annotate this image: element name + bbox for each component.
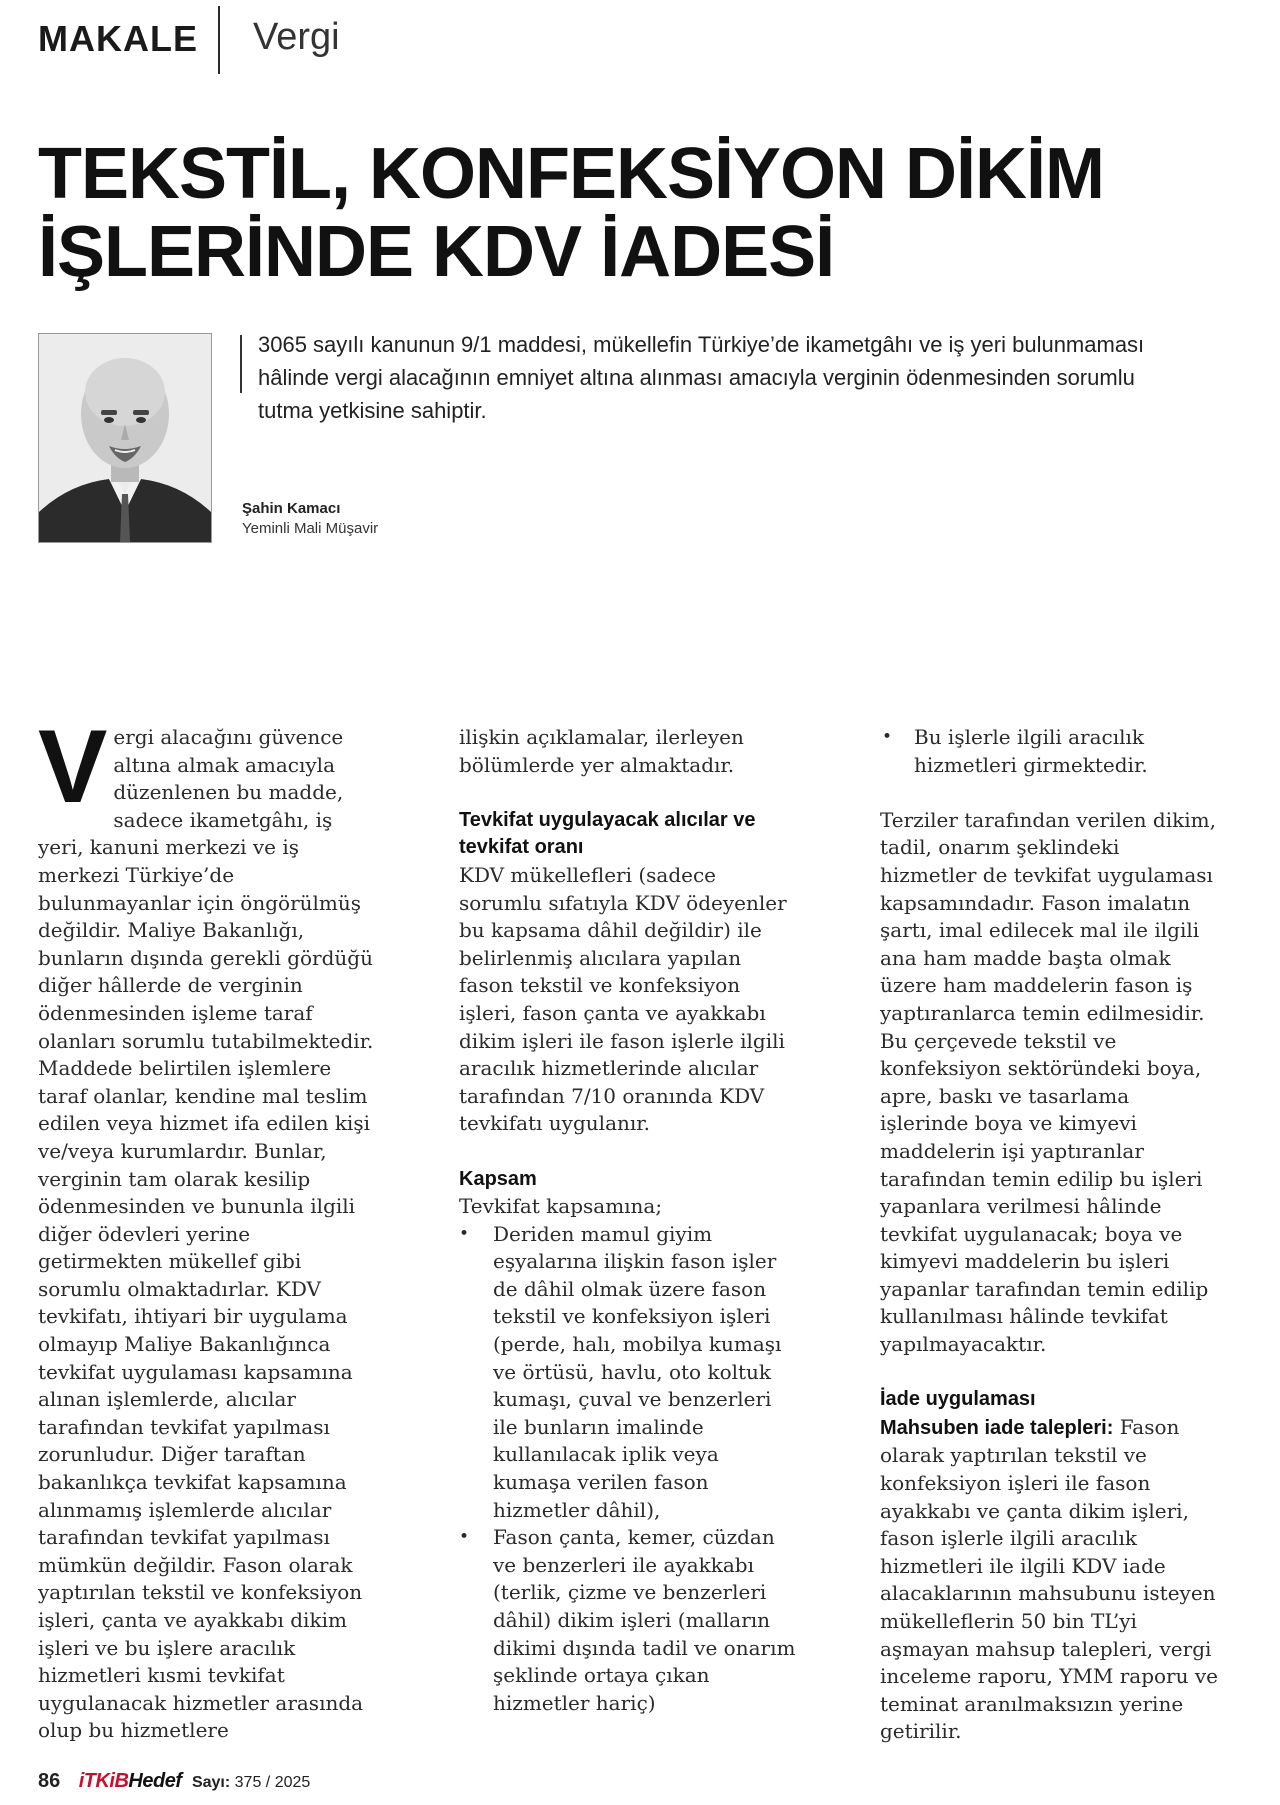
header-divider (218, 6, 220, 74)
column-3 (880, 724, 1220, 1746)
heading-kapsam: Kapsam (459, 1167, 537, 1190)
article-title (38, 135, 1188, 291)
title-line-2: İŞLERİNDE KDV İADESİ (38, 212, 835, 292)
col1-paragraph: ergi alacağını güvence altına almak amacıyla düzenlenen bu madde, sadece ikametgâhı, iş yeri, kanuni merkezi ve iş merkezi Türkiye’de bulunmayanlar için öngörülmüş değildir. Maliye Bakanlığı, bunların dışında gerekli gördüğü diğer hâllerde de verginin ödenmesinden işleme taraf olanları sorumlu tutabilmektedir. Maddede belirtilen işlemlere taraf olanlar, kendine mal teslim edilen veya hizmet ifa edilen kişi ve/veya kurumlardır. Bunlar, verginin tam olarak kesilip ödenmesinden ve bununla ilgili diğer ödevleri yerine getirmekten mükellef gibi sorumlu olmaktadırlar. KDV tevkifatı, ihtiyari bir uygulama olmayıp Maliye Bakanlığınca tevkifat uygulaması kapsamına alınan işlemlerde, alıcılar tarafından tevkifat yapılması zorunludur. Diğer taraftan bakanlıkça tevkifat kapsamına alınmamış işlemlerde alıcılar tarafından tevkifat yapılması mümkün değildir. Fason olarak yaptırılan tekstil ve konfeksiyon işleri, çanta ve ayakkabı dikim işleri ve bu işlere aracılık hizmetleri kısmi tevkifat uygulanacak hizmetler arasında olup bu hizmetlere (38, 725, 374, 1743)
page-header (0, 0, 1280, 80)
issue-label: Sayı: (191, 1774, 231, 1791)
category-label: Vergi (253, 16, 340, 58)
author-photo (38, 333, 212, 543)
bold-lead-in: Mahsuben iade talepleri: (880, 1416, 1114, 1439)
issue-info (192, 1774, 310, 1791)
logo-part-b: Hedef (128, 1770, 182, 1792)
author-name: Şahin Kamacı (242, 500, 341, 517)
logo-part-a: iTKiB (78, 1770, 129, 1792)
scope-list-continued (880, 724, 1220, 779)
heading-iade: İade uygulaması (880, 1388, 1036, 1411)
title-line-1: TEKSTİL, KONFEKSİYON DİKİM (38, 134, 1105, 214)
heading-tevkifat: Tevkifat uygulayacak alıcılar ve tevkifat oranı (459, 808, 756, 859)
list-item: • Fason çanta, kemer, cüzdan ve benzerleri ile ayakkabı (terlik, çizme ve benzerleri dâhil) dikim işleri (malların dikimi dışında tadil ve onarım şeklinde ortaya çıkan hizmetler hariç) (459, 1524, 799, 1717)
magazine-logo (79, 1770, 182, 1792)
author-title: Yeminli Mali Müşavir (242, 520, 379, 537)
col3-paragraph-1: Terziler tarafından verilen dikim, tadil, onarım şeklindeki hizmetler de tevkifat uygulaması kapsamındadır. Fason imalatın şartı, imal edilecek mal ile ilgili ana ham madde başta olmak üzere ham maddelerin fason iş yaptıranlarca temin edilmesidir. Bu çerçevede tekstil ve konfeksiyon sektöründeki boya, apre, baskı ve tasarlama işlerinde boya ve kimyevi maddelerin işi yaptıranlar tarafından temin edilip bu işleri yapanlara verilmesi hâlinde tevkifat uygulanacak; boya ve kimyevi maddelerin bu işleri yapanlar tarafından temin edilip kullanılması hâlinde tevkifat yapılmayacaktır. (880, 807, 1216, 1357)
issue-value: 375 / 2025 (234, 1774, 311, 1791)
scope-list (459, 1221, 799, 1718)
page-footer (38, 1770, 310, 1793)
lead-accent-bar (240, 335, 242, 393)
column-1 (38, 709, 378, 1745)
lead-paragraph: 3065 sayılı kanunun 9/1 maddesi, mükellefin Türkiye’de ikametgâhı ve iş yeri bulunmaması hâlinde vergi alacağının emniyet altına alınması amacıyla verginin ödenmesinden sorumlu tutma yetkisine sahiptir. (258, 332, 1145, 423)
page-number: 86 (38, 1770, 61, 1792)
list-item: • Bu işlerle ilgili aracılık hizmetleri girmektedir. (880, 724, 1220, 779)
col2-paragraph-2: Tevkifat kapsamına; (459, 1194, 663, 1219)
col2-paragraph-1: KDV mükellefleri (sadece sorumlu sıfatıyla KDV ödeyenler bu kapsama dâhil değildir) ile belirlenmiş alıcılara yapılan fason tekstil ve konfeksiyon işleri, fason çanta ve ayakkabı dikim işleri ile fason işlerle ilgili aracılık hizmetlerinde alıcılar tarafından 7/10 oranında KDV tevkifatı uygulanır. (459, 862, 787, 1136)
col3-paragraph-2-text: Fason olarak yaptırılan tekstil ve konfeksiyon işleri ile fason ayakkabı ve çanta dikim işleri, fason işlerle ilgili aracılık hizmetleri ile ilgili KDV iade alacaklarının mahsubunu isteyen mükelleflerin 50 bin TL’yi aşmayan mahsup talepleri, vergi inceleme raporu, YMM raporu ve teminat aranılmaksızın yerine getirilir. (880, 1414, 1218, 1744)
col2-intro: ilişkin açıklamalar, ilerleyen bölümlerde yer almaktadır. (459, 725, 744, 777)
author-block (242, 500, 378, 537)
column-2 (459, 724, 799, 1717)
drop-cap: V (38, 709, 108, 825)
author-portrait-image (39, 334, 211, 542)
section-label: MAKALE (38, 18, 198, 59)
list-item: • Deriden mamul giyim eşyalarına ilişkin fason işler de dâhil olmak üzere fason tekstil ve konfeksiyon işleri (perde, halı, mobilya kumaşı ve örtüsü, havlu, oto koltuk kumaşı, çuval ve benzerleri ile bunların imalinde kullanılacak iplik veya kumaşa verilen fason hizmetler dâhil), (459, 1221, 799, 1525)
col3-paragraph-2 (880, 1414, 1220, 1746)
